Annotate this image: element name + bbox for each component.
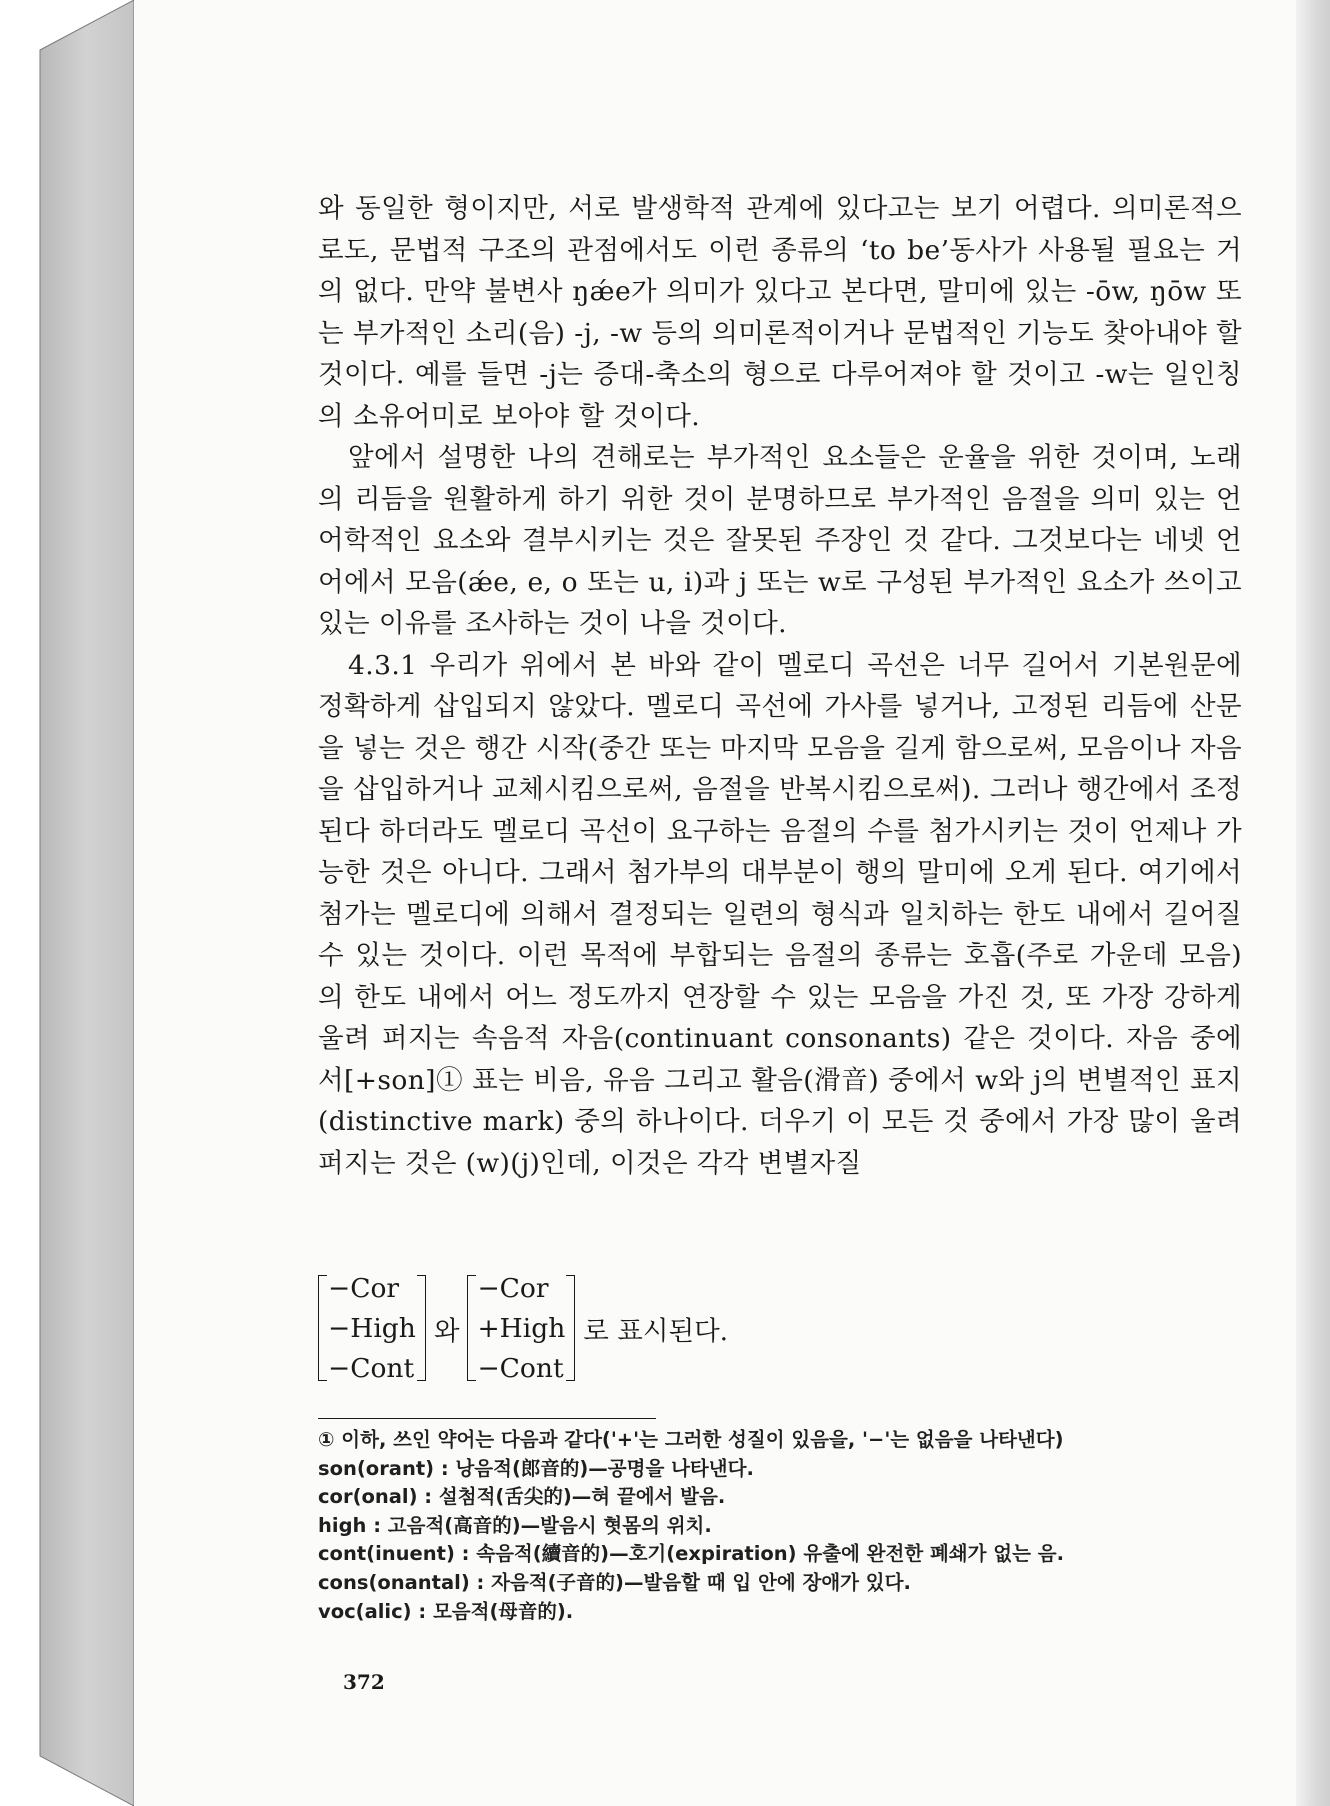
book-spine xyxy=(0,0,140,1806)
feature-matrix-line xyxy=(318,1268,736,1388)
feature-matrix-left xyxy=(318,1269,426,1387)
page-edge-shadow xyxy=(1296,0,1330,1806)
matrix-left-high: −High xyxy=(328,1313,416,1344)
matrix-tail-text: 로 표시된다. xyxy=(583,1315,729,1347)
matrix-join-word: 와 xyxy=(433,1315,460,1347)
footnote-line: ① 이하, 쓰인 약어는 다음과 같다('+'는 그러한 성질이 있음을, '−'는 없음을 나타낸다) xyxy=(318,1428,1064,1451)
footnote-line: cont(inuent) : 속음적(續音的)—호기(expiration) 유출에 완전한 폐쇄가 없는 음. xyxy=(318,1542,1064,1566)
footnote-line: high : 고음적(高音的)—발음시 혓몸의 위치. xyxy=(318,1513,712,1537)
matrix-left-cont: −Cont xyxy=(328,1353,415,1384)
footnotes xyxy=(318,1426,1258,1626)
page-number: 372 xyxy=(343,1670,385,1694)
footnote-divider xyxy=(318,1418,656,1419)
paragraph-2: 앞에서 설명한 나의 견해로는 부가적인 요소들은 운율을 위한 것이며, 노래의 리듬을 원활하게 하기 위한 것이 분명하므로 부가적인 음절을 의미 있는 언어학적인 요소와 결부시키는 것은 잘못된 주장인 것 같다. 그것보다는 네넷 언어에서 모음(ǽe, e, o 또는 u, i)과 j 또는 w로 구성된 부가적인 요소가 쓰이고 있는 이유를 조사하는 것이 나을 것이다. xyxy=(318,442,1242,639)
matrix-left-cor: −Cor xyxy=(328,1273,400,1304)
footnote-line: voc(alic) : 모음적(母音的). xyxy=(318,1599,574,1623)
feature-matrix-right xyxy=(467,1269,575,1387)
main-text xyxy=(318,188,1242,1184)
footnote-line: cons(onantal) : 자음적(子音的)—발음할 때 입 안에 장애가 있다. xyxy=(318,1570,911,1594)
matrix-right-cor: −Cor xyxy=(477,1273,549,1304)
footnote-line: son(orant) : 낭음적(郎音的)—공명을 나타낸다. xyxy=(318,1456,754,1480)
paragraph-1: 와 동일한 형이지만, 서로 발생학적 관계에 있다고는 보기 어렵다. 의미론적으로도, 문법적 구조의 관점에서도 이런 종류의 ‘to be’동사가 사용될 필요는 거의 없다. 만약 불변사 ŋǽe가 의미가 있다고 본다면, 말미에 있는 -ōw, ŋōw 또는 부가적인 소리(음) -j, -w 등의 의미론적이거나 문법적인 기능도 찾아내야 할 것이다. 예를 들면 -j는 증대-축소의 형으로 다루어져야 할 것이고 -w는 일인칭의 소유어미로 보아야 할 것이다. xyxy=(318,193,1242,432)
paragraph-3: 4.3.1 우리가 위에서 본 바와 같이 멜로디 곡선은 너무 길어서 기본원문에 정확하게 삽입되지 않았다. 멜로디 곡선에 가사를 넣거나, 고정된 리듬에 산문을 넣는 것은 행간 시작(중간 또는 마지막 모음을 길게 함으로써, 모음이나 자음을 삽입하거나 교체시킴으로써, 음절을 반복시킴으로써). 그러나 행간에서 조정된다 하더라도 멜로디 곡선이 요구하는 음절의 수를 첨가시키는 것이 언제나 가능한 것은 아니다. 그래서 첨가부의 대부분이 행의 말미에 오게 된다. 여기에서 첨가는 멜로디에 의해서 결정되는 일련의 형식과 일치하는 한도 내에서 길어질 수 있는 것이다. 이런 목적에 부합되는 음절의 종류는 호흡(주로 가운데 모음)의 한도 내에서 어느 정도까지 연장할 수 있는 모음을 가진 것, 또 가장 강하게 울려 퍼지는 속음적 자음(continuant consonants) 같은 것이다. 자음 중에서[+son]① 표는 비음, 유음 그리고 활음(滑音) 중에서 w와 j의 변별적인 표지(distinctive mark) 중의 하나이다. 더우기 이 모든 것 중에서 가장 많이 울려 퍼지는 것은 (w)(j)인데, 이것은 각각 변별자질 xyxy=(318,649,1242,1179)
matrix-right-high: +High xyxy=(477,1313,566,1344)
matrix-right-cont: −Cont xyxy=(477,1353,564,1384)
footnote-line: cor(onal) : 설첨적(舌尖的)—혀 끝에서 발음. xyxy=(318,1485,726,1509)
